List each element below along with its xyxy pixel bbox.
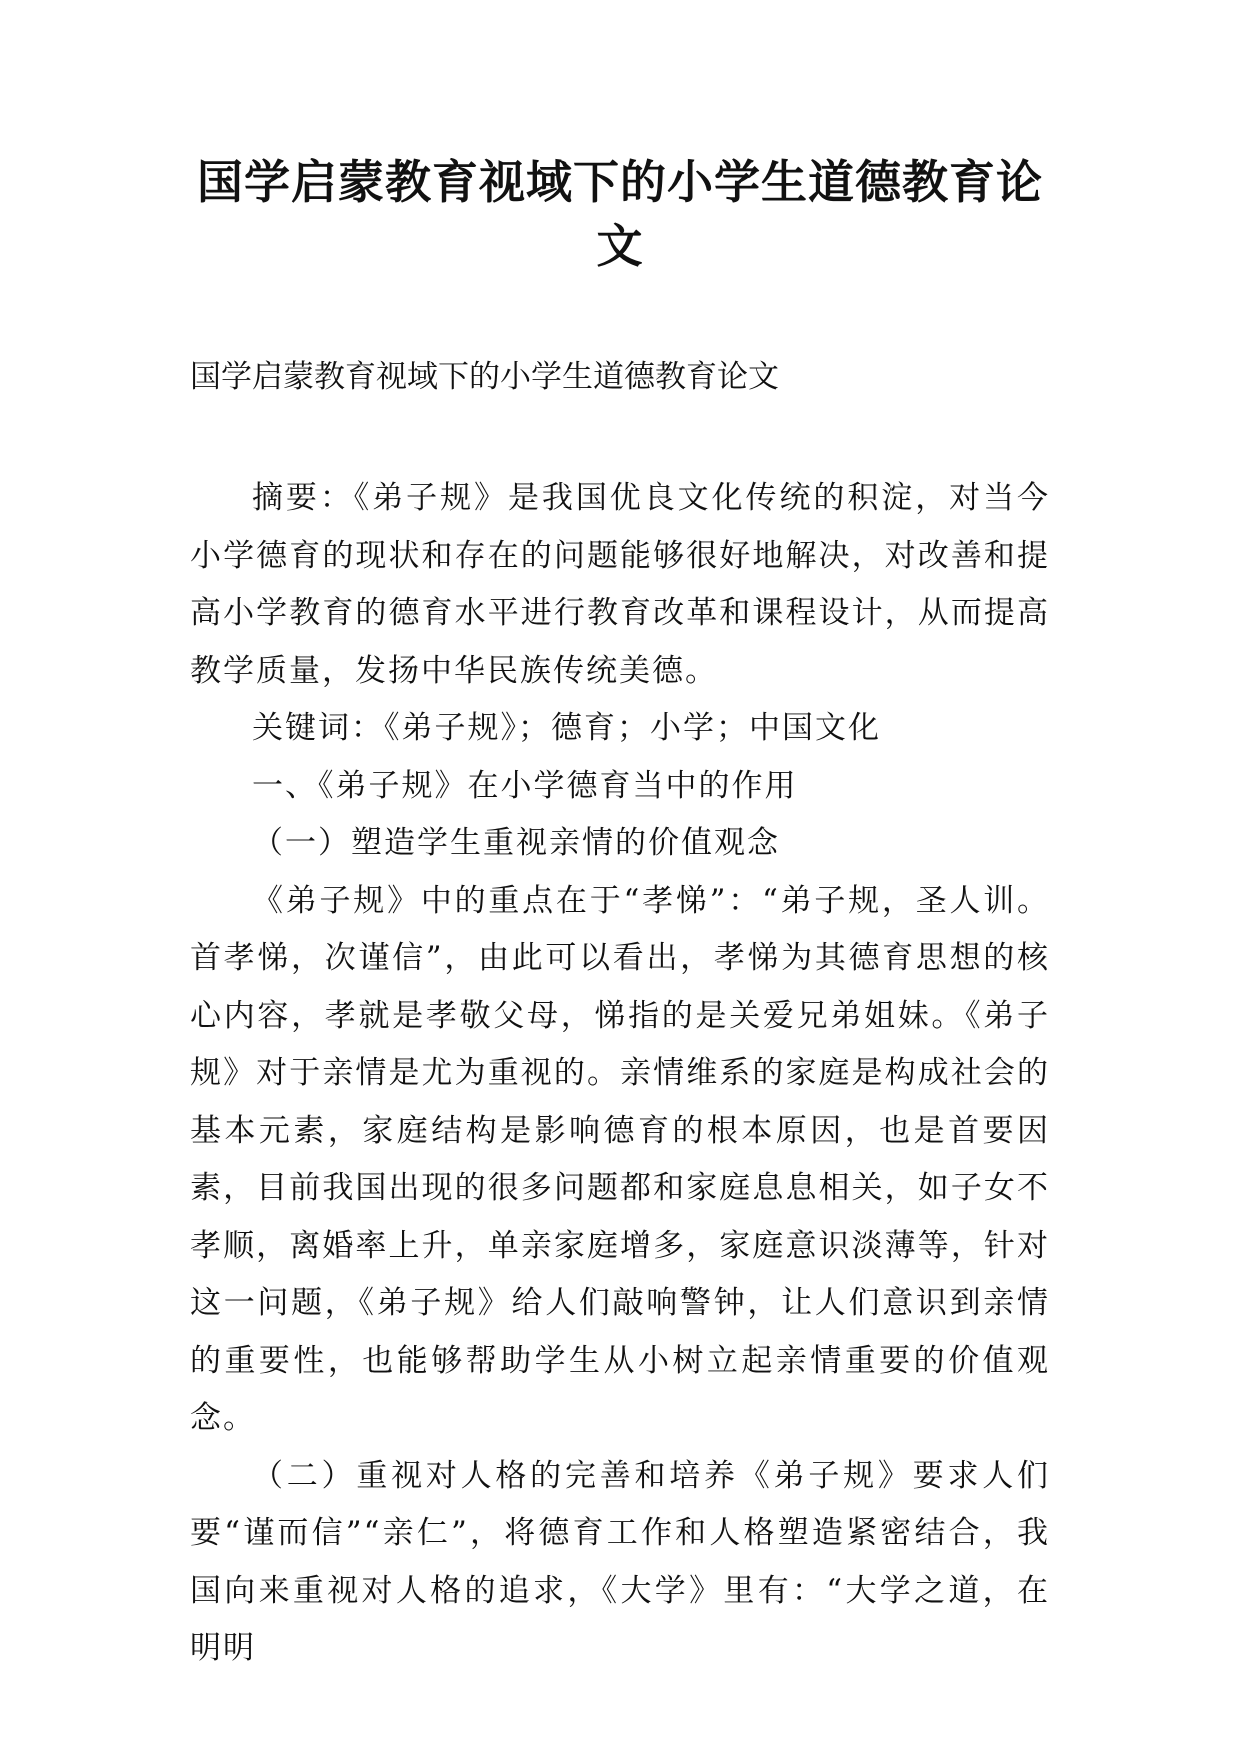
- document-subtitle: 国学启蒙教育视域下的小学生道德教育论文: [190, 359, 779, 395]
- abstract-paragraph: 摘要：《弟子规》是我国优良文化传统的积淀，对当今小学德育的现状和存在的问题能够很好地解决，对改善和提高小学教育的德育水平进行教育改革和课程设计，从而提高教学质量，发扬中华民族传统美德。: [190, 480, 1050, 689]
- subsection-heading: （一）塑造学生重视亲情的价值观念: [252, 825, 780, 861]
- keywords-paragraph: 关键词：《弟子规》；德育；小学；中国文化: [252, 710, 881, 746]
- document-body: [190, 470, 1050, 1678]
- document-title: 国学启蒙教育视域下的小学生道德教育论文: [197, 155, 1043, 273]
- body-paragraph: 《弟子规》中的重点在于“孝悌”：“弟子规，圣人训。首孝悌，次谨信”，由此可以看出，孝悌为其德育思想的核心内容，孝就是孝敬父母，悌指的是关爱兄弟姐妹。《弟子规》对于亲情是尤为重视的。亲情维系的家庭是构成社会的基本元素，家庭结构是影响德育的根本原因，也是首要因素，目前我国出现的很多问题都和家庭息息相关，如子女不孝顺，离婚率上升，单亲家庭增多，家庭意识淡薄等，针对这一问题，《弟子规》给人们敲响警钟，让人们意识到亲情的重要性，也能够帮助学生从小树立起亲情重要的价值观念。: [190, 882, 1050, 1436]
- body-paragraph: （二）重视对人格的完善和培养《弟子规》要求人们要“谨而信”“亲仁”，将德育工作和人格塑造紧密结合，我国向来重视对人格的追求，《大学》里有：“大学之道，在明明: [190, 1457, 1050, 1666]
- section-heading: 一、《弟子规》在小学德育当中的作用: [252, 767, 798, 804]
